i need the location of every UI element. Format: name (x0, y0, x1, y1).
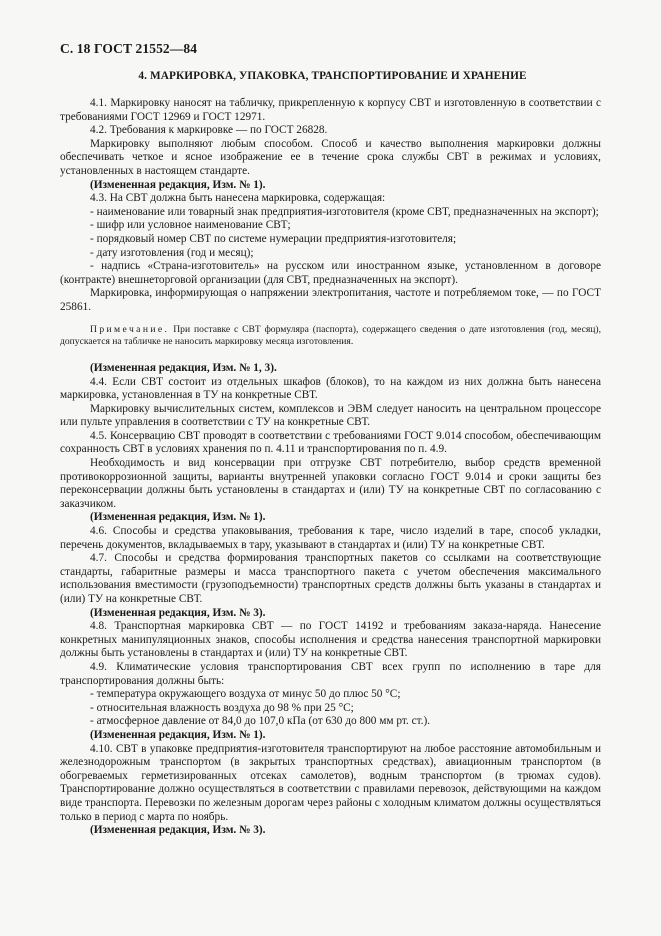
revision-note: (Измененная редакция, Изм. № 1). (90, 511, 266, 524)
list-item: - шифр или условное наименование СВТ; (90, 219, 291, 232)
paragraph-4-8: 4.8. Транспортная маркировка СВТ — по ГОСТ 14192 и требованиям заказа-наряда. Нанесение конкретных манипуляционных знаков, способы исполнения и средства нанесения транспортной маркировки должны быть установлены в стандартах и (или) ТУ на конкретные СВТ. (60, 620, 601, 660)
paragraph-4-6: 4.6. Способы и средства упаковывания, требования к таре, число изделий в таре, способ укладки, перечень документов, вкладываемых в тару, указывают в стандартах и (или) ТУ на конкретные СВТ. (60, 525, 601, 551)
revision-note: (Измененная редакция, Изм. № 3). (90, 824, 266, 837)
section-title: 4. МАРКИРОВКА, УПАКОВКА, ТРАНСПОРТИРОВАНИЕ И ХРАНЕНИЕ (138, 70, 527, 82)
page-header: С. 18 ГОСТ 21552—84 (60, 41, 198, 56)
revision-note: (Измененная редакция, Изм. № 1, 3). (90, 361, 277, 374)
paragraph-4-5: 4.5. Консервацию СВТ проводят в соответствии с требованиями ГОСТ 9.014 способом, обеспечивающим сохранность СВТ в условиях хранения по п. 4.11 и транспортирования по п. 4.9. (60, 429, 601, 456)
revision-note: (Измененная редакция, Изм. № 3). (90, 606, 266, 619)
revision-note: (Измененная редакция, Изм. № 1). (90, 178, 266, 191)
paragraph: Маркировку вычислительных систем, комплексов и ЭВМ следует наносить на центральном процессоре или пульте управления в соответствии с ТУ на конкретные СВТ. (60, 402, 601, 429)
paragraph-4-7: 4.7. Способы и средства формирования транспортных пакетов со ссылками на соответствующие стандарты, габаритные размеры и масса транспортного пакета с учетом обеспечения максимального использования вместимости (грузоподъемности) транспортных средств должны быть указаны в стандартах и (или) ТУ на конкретные СВТ. (60, 552, 601, 605)
paragraph-4-1: 4.1. Маркировку наносят на табличку, прикрепленную к корпусу СВТ и изготовленную в соответствии с требованиями ГОСТ 12969 и ГОСТ 12971. (60, 97, 601, 123)
paragraph-4-2: 4.2. Требования к маркировке — по ГОСТ 26828. (90, 124, 328, 137)
paragraph-4-10: 4.10. СВТ в упаковке предприятия-изготовителя транспортируют на любое расстояние автомобильным и железнодорожным транспортом (в закрытых транспортных средствах), авиационным транспортом (в обогреваемых герметизированных отсеках самолетов), водным транспортом (в трюмах судов). Транспортирование должно осуществляться в соответствии с правилами перевозок, действующими на каждом виде транспорта. Перевозки по железным дорогам через районы с холодным климатом должны осуществляться только в период с марта по ноябрь. (60, 742, 601, 823)
paragraph: Необходимость и вид консервации при отгрузке СВТ потребителю, выбор средств временной противокоррозионной защиты, варианты внутренней упаковки согласно ГОСТ 9.014 и сроки защиты без переконсервации должны быть установлены в стандартах и (или) ТУ на конкретные СВТ по согласованию с заказчиком. (60, 457, 601, 510)
paragraph: Маркировку выполняют любым способом. Способ и качество выполнения маркировки должны обеспечивать четкое и ясное изображение ее в течение срока службы СВТ в режимах и условиях, установленных в настоящем стандарте. (60, 137, 601, 177)
list-item: - наименование или товарный знак предприятия-изготовителя (кроме СВТ, предназначенных на экспорт); (90, 205, 599, 218)
paragraph-4-3: 4.3. На СВТ должна быть нанесена маркировка, содержащая: (90, 192, 386, 205)
paragraph: Маркировка, информирующая о напряжении электропитания, частоте и потребляемом токе, — по ГОСТ 25861. (60, 287, 601, 313)
list-item: - температура окружающего воздуха от минус 50 до плюс 50 °С; (90, 688, 401, 701)
paragraph-4-9: 4.9. Климатические условия транспортирования СВТ всех групп по исполнению в таре для транспортирования должны быть: (60, 660, 601, 687)
document-body (60, 97, 601, 838)
note (60, 324, 601, 348)
paragraph-4-4: 4.4. Если СВТ состоит из отдельных шкафов (блоков), то на каждом из них должна быть нанесена маркировка, установленная в ТУ на конкретные СВТ. (60, 375, 601, 402)
revision-note: (Измененная редакция, Изм. № 1). (90, 728, 266, 741)
list-item: - дату изготовления (год и месяц); (90, 246, 254, 259)
list-item: - относительная влажность воздуха до 98 % при 25 °С; (90, 701, 354, 714)
note-label: Примечание. (90, 323, 170, 335)
list-item: - порядковый номер СВТ по системе нумерации предприятия-изготовителя; (90, 232, 457, 245)
list-item: - атмосферное давление от 84,0 до 107,0 кПа (от 630 до 800 мм рт. ст.). (90, 715, 431, 728)
list-item: - надпись «Страна-изготовитель» на русском или иностранном языке, установленном в договоре (контракте) внешнеторговой организации (для СВТ, предназначенных на экспорт). (60, 260, 601, 286)
note-text: При поставке с СВТ формуляра (паспорта), содержащего сведения о дате изготовления (год, месяц), допускается на табличке не наносить маркировку месяца изготовления. (60, 323, 601, 347)
